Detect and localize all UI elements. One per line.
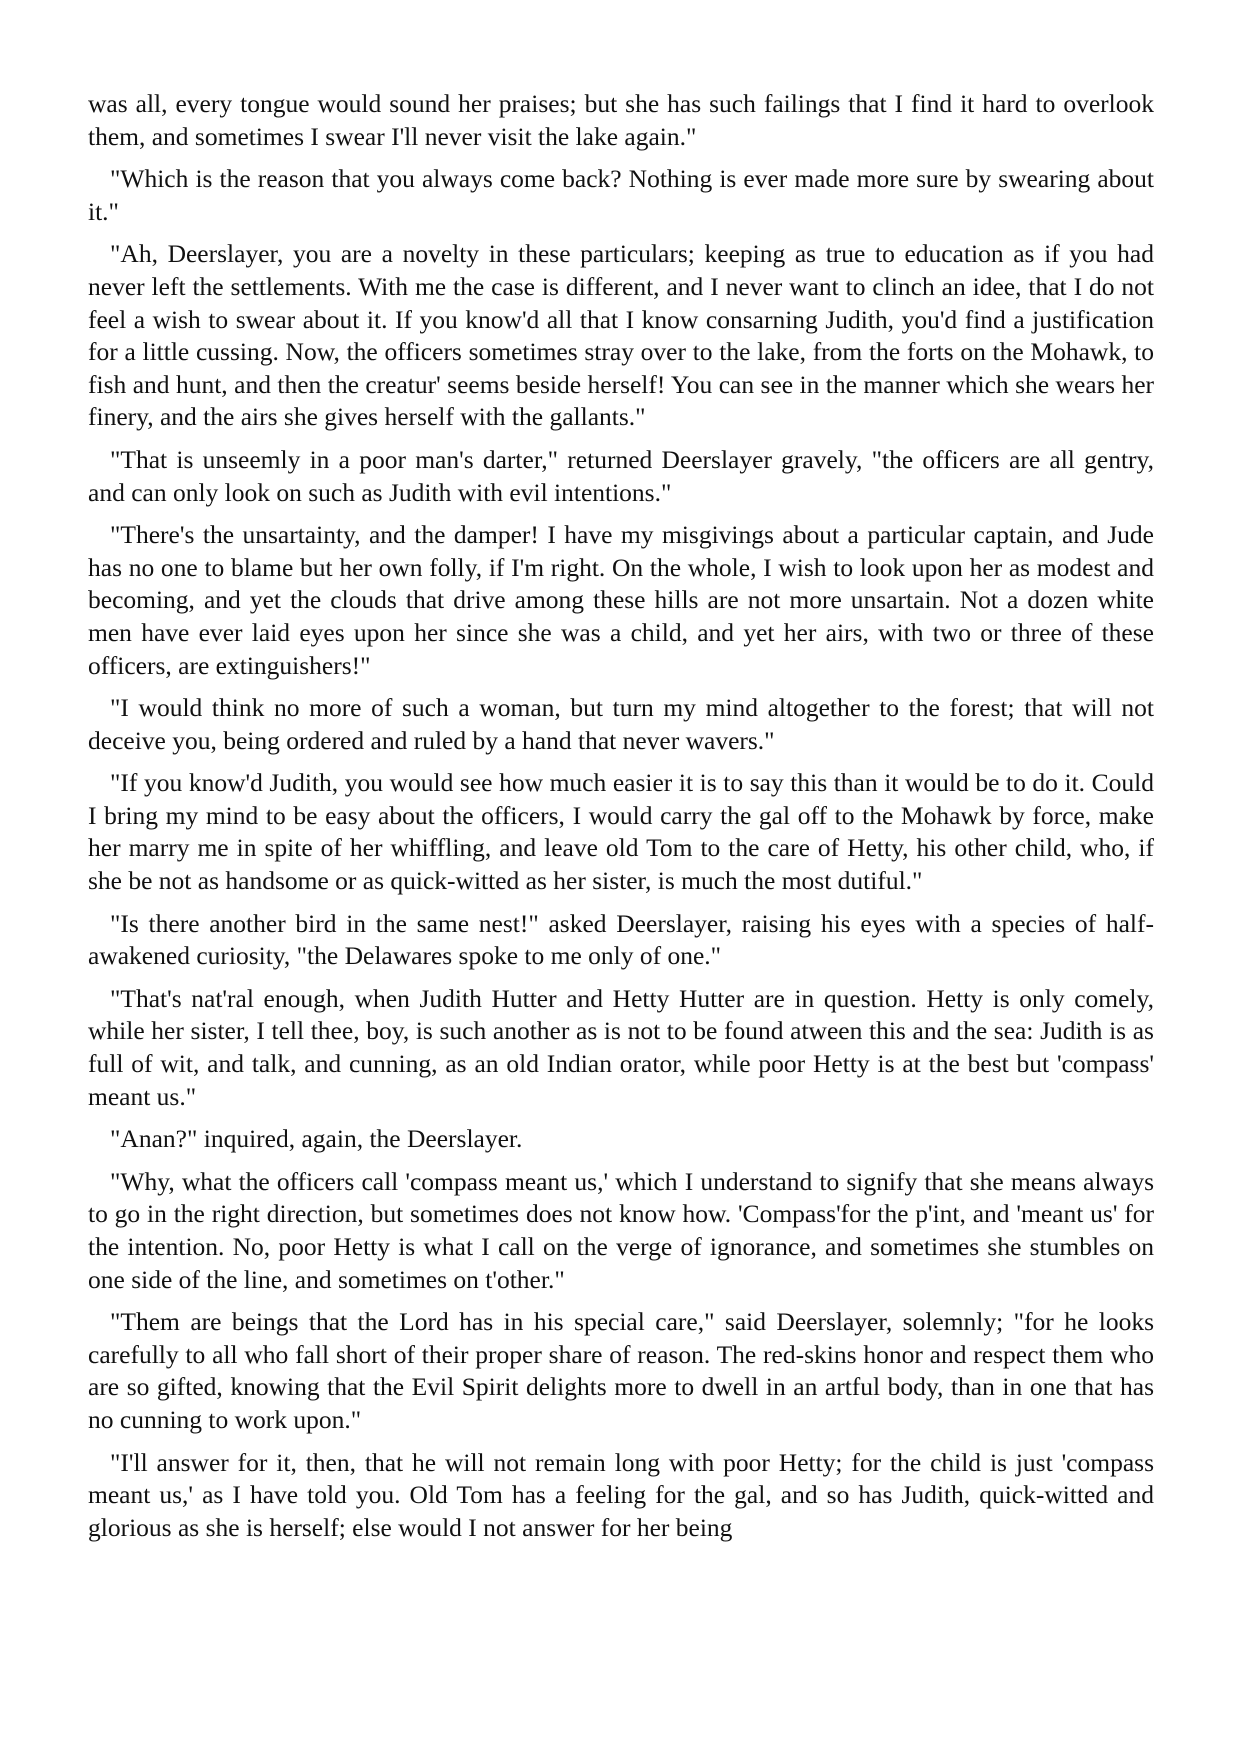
paragraph-5: "There's the unsartainty, and the damper! I have my misgivings about a particular captain, and Jude has no one to blame but her own folly, if I'm right. On the whole, I wish to look upon her as modest and becoming, and yet the clouds that drive among these hills are not more unsartain. Not a dozen white men have ever laid eyes upon her since she was a child, and yet her airs, with two or three of these officers, are extinguishers!" (88, 520, 1154, 680)
paragraph-2: "Which is the reason that you always come back? Nothing is ever made more sure by swearing about it." (88, 164, 1154, 226)
paragraph-9: "That's nat'ral enough, when Judith Hutter and Hetty Hutter are in question. Hetty is only comely, while her sister, I tell thee, boy, is such another as is not to be found atween this and the sea: Judith is as full of wit, and talk, and cunning, as an old Indian orator, while poor Hetty is at the best but 'compass' meant us." (88, 983, 1154, 1111)
paragraph-13: "I'll answer for it, then, that he will not remain long with poor Hetty; for the child is just 'compass meant us,' as I have told you. Old Tom has a feeling for the gal, and so has Judith, quick-witted and glorious as she is herself; else would I not answer for her being (88, 1447, 1154, 1542)
paragraph-10: "Anan?" inquired, again, the Deerslayer. (110, 1124, 523, 1154)
paragraph-11: "Why, what the officers call 'compass meant us,' which I understand to signify that she means always to go in the right direction, but sometimes does not know how. 'Compass'for the p'int, and 'meant us' for the intention. No, poor Hetty is what I call on the verge of ignorance, and sometimes she stumbles on one side of the line, and sometimes on t'other." (88, 1166, 1154, 1294)
paragraph-3: "Ah, Deerslayer, you are a novelty in these particulars; keeping as true to education as if you had never left the settlements. With me the case is different, and I never want to clinch an idee, that I do not feel a wish to swear about it. If you know'd all that I know consarning Judith, you'd find a justification for a little cussing. Now, the officers sometimes stray over to the lake, from the forts on the Mohawk, to fish and hunt, and then the creatur' seems beside herself! You can see in the manner which she wears her finery, and the airs she gives herself with the gallants." (88, 239, 1154, 432)
paragraph-12: "Them are beings that the Lord has in his special care," said Deerslayer, solemnly; "for he looks carefully to all who fall short of their proper share of reason. The red-skins honor and respect them who are so gifted, knowing that the Evil Spirit delights more to dwell in an artful body, than in one that has no cunning to work upon." (88, 1307, 1154, 1434)
paragraph-7: "If you know'd Judith, you would see how much easier it is to say this than it would be to do it. Could I bring my mind to be easy about the officers, I would carry the gal off to the Mohawk by force, make her marry me in spite of her whiffling, and leave old Tom to the care of Hetty, his other child, who, if she be not as handsome or as quick-witted as her sister, is much the most dutiful." (88, 768, 1154, 896)
paragraph-8: "Is there another bird in the same nest!" asked Deerslayer, raising his eyes with a species of half-awakened curiosity, "the Delawares spoke to me only of one." (88, 908, 1154, 971)
paragraph-6: "I would think no more of such a woman, but turn my mind altogether to the forest; that will not deceive you, being ordered and ruled by a hand that never wavers." (88, 693, 1154, 755)
paragraph-1: was all, every tongue would sound her praises; but she has such failings that I find it hard to overlook them, and sometimes I swear I'll never visit the lake again." (88, 89, 1154, 151)
page-text (88, 88, 1154, 1554)
paragraph-4: "That is unseemly in a poor man's darter," returned Deerslayer gravely, "the officers are all gentry, and can only look on such as Judith with evil intentions." (88, 444, 1154, 507)
